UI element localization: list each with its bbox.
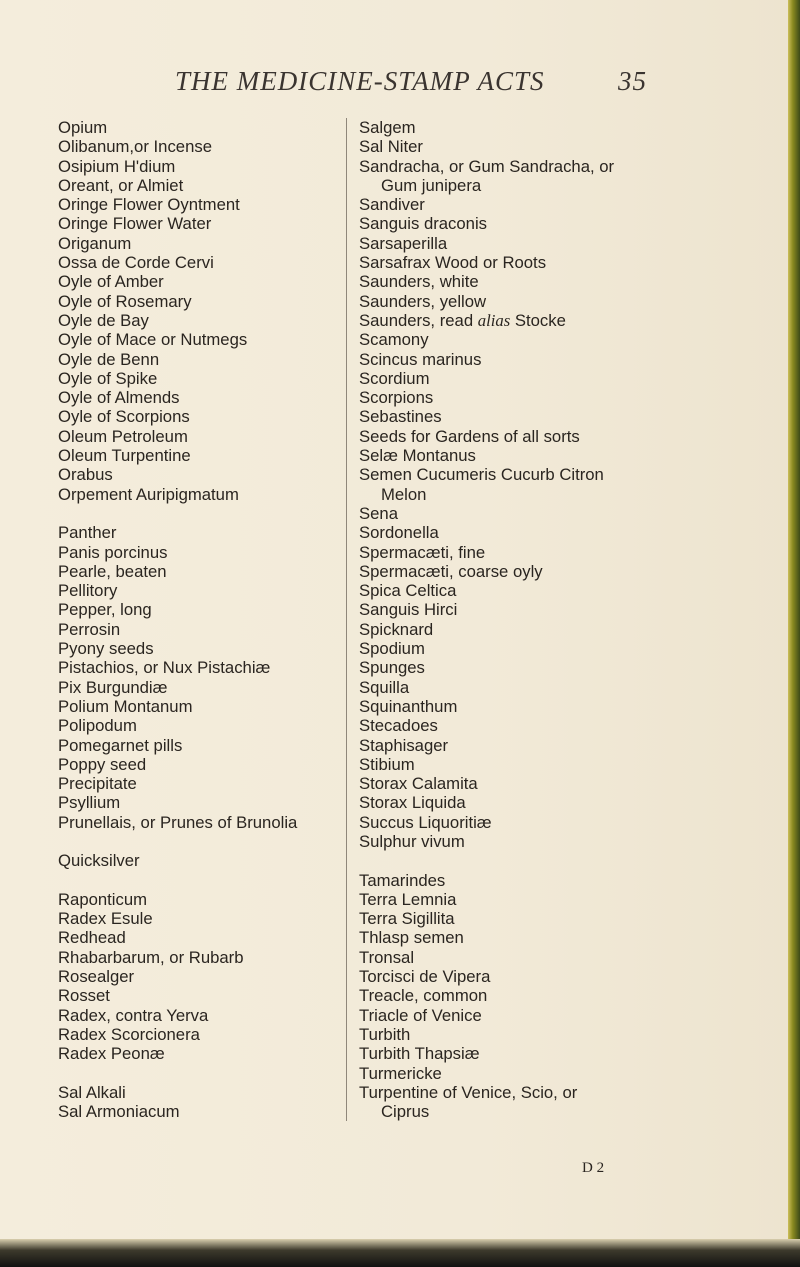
list-entry: Panther — [58, 523, 117, 543]
list-entry: Scorpions — [359, 388, 434, 408]
list-entry: Sal Niter — [359, 137, 423, 157]
group-spacer — [359, 851, 709, 870]
list-entry: Spicknard — [359, 619, 434, 639]
group-spacer — [58, 1064, 358, 1083]
list-entry: Pistachios, or Nux Pistachiæ — [58, 658, 271, 678]
list-entry: Sordonella — [359, 523, 439, 543]
list-entry: Spunges — [359, 658, 425, 678]
list-entry: Panis porcinus — [58, 542, 168, 562]
right-column — [346, 118, 709, 1121]
alias-word: alias — [477, 310, 511, 330]
list-entry: Storax Calamita — [359, 774, 478, 794]
list-entry: Pomegarnet pills — [58, 735, 183, 755]
list-entry: Stecadoes — [359, 716, 438, 736]
list-entry: Orabus — [58, 465, 113, 485]
list-entry: Polipodum — [58, 716, 137, 736]
list-entry: Saunders, white — [359, 272, 479, 292]
list-entry: Turpentine of Venice, Scio, or — [359, 1082, 578, 1102]
alias-name: Stocke — [510, 310, 566, 330]
list-entry: Pearle, beaten — [58, 561, 167, 581]
left-column — [58, 118, 358, 1121]
list-entry: Precipitate — [58, 774, 137, 794]
list-entry: Oleum Petroleum — [58, 426, 188, 446]
list-entry: Sandiver — [359, 195, 425, 215]
list-entry: Salgem — [359, 118, 416, 137]
list-entry: Squilla — [359, 677, 410, 697]
list-entry: Ossa de Corde Cervi — [58, 253, 214, 273]
list-entry: Sarsafrax Wood or Roots — [359, 253, 547, 273]
list-entry: Pellitory — [58, 581, 118, 601]
group-spacer — [58, 832, 358, 851]
list-entry: Quicksilver — [58, 851, 140, 871]
list-entry: Radex Scorcionera — [58, 1024, 200, 1044]
list-entry: Squinanthum — [359, 696, 458, 716]
list-entry: Poppy seed — [58, 754, 147, 774]
list-entry: Rhabarbarum, or Rubarb — [58, 947, 244, 967]
list-entry: Psyllium — [58, 793, 121, 813]
book-spine-edge — [788, 0, 800, 1267]
list-entry: Osipium H'dium — [58, 156, 176, 176]
group-spacer — [58, 871, 358, 890]
list-entry: Olibanum,or Incense — [58, 137, 212, 157]
list-entry: Sal Armoniacum — [58, 1102, 180, 1122]
list-entry: Redhead — [58, 928, 126, 948]
list-entry: Thlasp semen — [359, 928, 464, 948]
list-entry: Torcisci de Vipera — [359, 967, 491, 987]
list-entry: Spermacæti, fine — [359, 542, 486, 562]
list-entry: Tronsal — [359, 947, 415, 967]
list-entry: Scamony — [359, 330, 429, 350]
list-entry: Ciprus — [381, 1102, 430, 1122]
list-entry: Spica Celtica — [359, 581, 457, 601]
list-entry: Scincus marinus — [359, 349, 482, 369]
list-entry: Seeds for Gardens of all sorts — [359, 426, 580, 446]
list-entry: Treacle, common — [359, 986, 488, 1006]
signature-mark: D 2 — [582, 1160, 605, 1176]
list-entry: Succus Liquoritiæ — [359, 812, 492, 832]
list-entry — [359, 311, 709, 330]
list-entry: Oringe Flower Water — [58, 214, 212, 234]
list-entry: Oyle of Almends — [58, 388, 180, 408]
list-entry: Staphisager — [359, 735, 449, 755]
list-entry: Oyle of Scorpions — [58, 407, 190, 427]
list-entry: Oyle de Benn — [58, 349, 160, 369]
list-entry: Terra Sigillita — [359, 909, 455, 929]
list-entry: Spermacæti, coarse oyly — [359, 561, 543, 581]
list-entry: Sal Alkali — [58, 1082, 126, 1102]
list-entry: Pyony seeds — [58, 639, 154, 659]
list-entry: Orpement Auripigmatum — [58, 484, 239, 504]
page-bottom-edge — [0, 1239, 800, 1267]
list-entry: Rosealger — [58, 967, 135, 987]
list-entry: Stibium — [359, 754, 415, 774]
list-entry: Scordium — [359, 368, 430, 388]
list-entry: Turmericke — [359, 1063, 442, 1083]
list-entry: Oyle of Spike — [58, 368, 158, 388]
list-entry: Oyle of Rosemary — [58, 291, 192, 311]
entry-text: Saunders, read — [359, 310, 478, 330]
list-entry: Radex Peonæ — [58, 1044, 165, 1064]
page-title: THE MEDICINE-STAMP ACTS — [175, 66, 545, 96]
page-number: 35 — [618, 66, 647, 96]
list-entry: Saunders, yellow — [359, 291, 487, 311]
list-entry: Spodium — [359, 639, 425, 659]
list-entry: Triacle of Venice — [359, 1005, 482, 1025]
list-entry: Pix Burgundiæ — [58, 677, 168, 697]
list-entry: Semen Cucumeris Cucurb Citron — [359, 465, 604, 485]
list-entry: Oreant, or Almiet — [58, 175, 184, 195]
list-entry: Radex, contra Yerva — [58, 1005, 209, 1025]
list-entry: Oyle de Bay — [58, 310, 149, 330]
list-entry: Oyle of Amber — [58, 272, 164, 292]
list-entry: Turbith Thapsiæ — [359, 1044, 480, 1064]
list-entry: Oringe Flower Oyntment — [58, 195, 240, 215]
list-entry: Origanum — [58, 233, 132, 253]
list-entry: Tamarindes — [359, 870, 446, 890]
list-entry: Sanguis Hirci — [359, 600, 458, 620]
list-entry: Rosset — [58, 986, 110, 1006]
list-entry: Oleum Turpentine — [58, 446, 191, 466]
list-entry: Sena — [359, 503, 398, 523]
list-entry: Sandracha, or Gum Sandracha, or — [359, 156, 615, 176]
list-entry: Sulphur vivum — [359, 831, 465, 851]
list-entry: Perrosin — [58, 619, 121, 639]
list-entry: Prunellais, or Prunes of Brunolia — [58, 812, 298, 832]
list-entry: Melon — [381, 484, 427, 504]
list-entry: Selæ Montanus — [359, 446, 476, 466]
list-entry: Terra Lemnia — [359, 889, 457, 909]
list-entry: Pepper, long — [58, 600, 152, 620]
list-entry: Gum junipera — [381, 175, 482, 195]
list-entry: Raponticum — [58, 889, 148, 909]
list-entry: Polium Montanum — [58, 696, 193, 716]
list-entry: Storax Liquida — [359, 793, 466, 813]
list-entry: Oyle of Mace or Nutmegs — [58, 330, 248, 350]
list-entry: Sanguis draconis — [359, 214, 488, 234]
group-spacer — [58, 504, 358, 523]
list-entry: Sarsaperilla — [359, 233, 448, 253]
list-entry: Radex Esule — [58, 909, 153, 929]
list-entry: Opium — [58, 118, 108, 137]
list-entry: Turbith — [359, 1024, 411, 1044]
list-entry: Sebastines — [359, 407, 442, 427]
